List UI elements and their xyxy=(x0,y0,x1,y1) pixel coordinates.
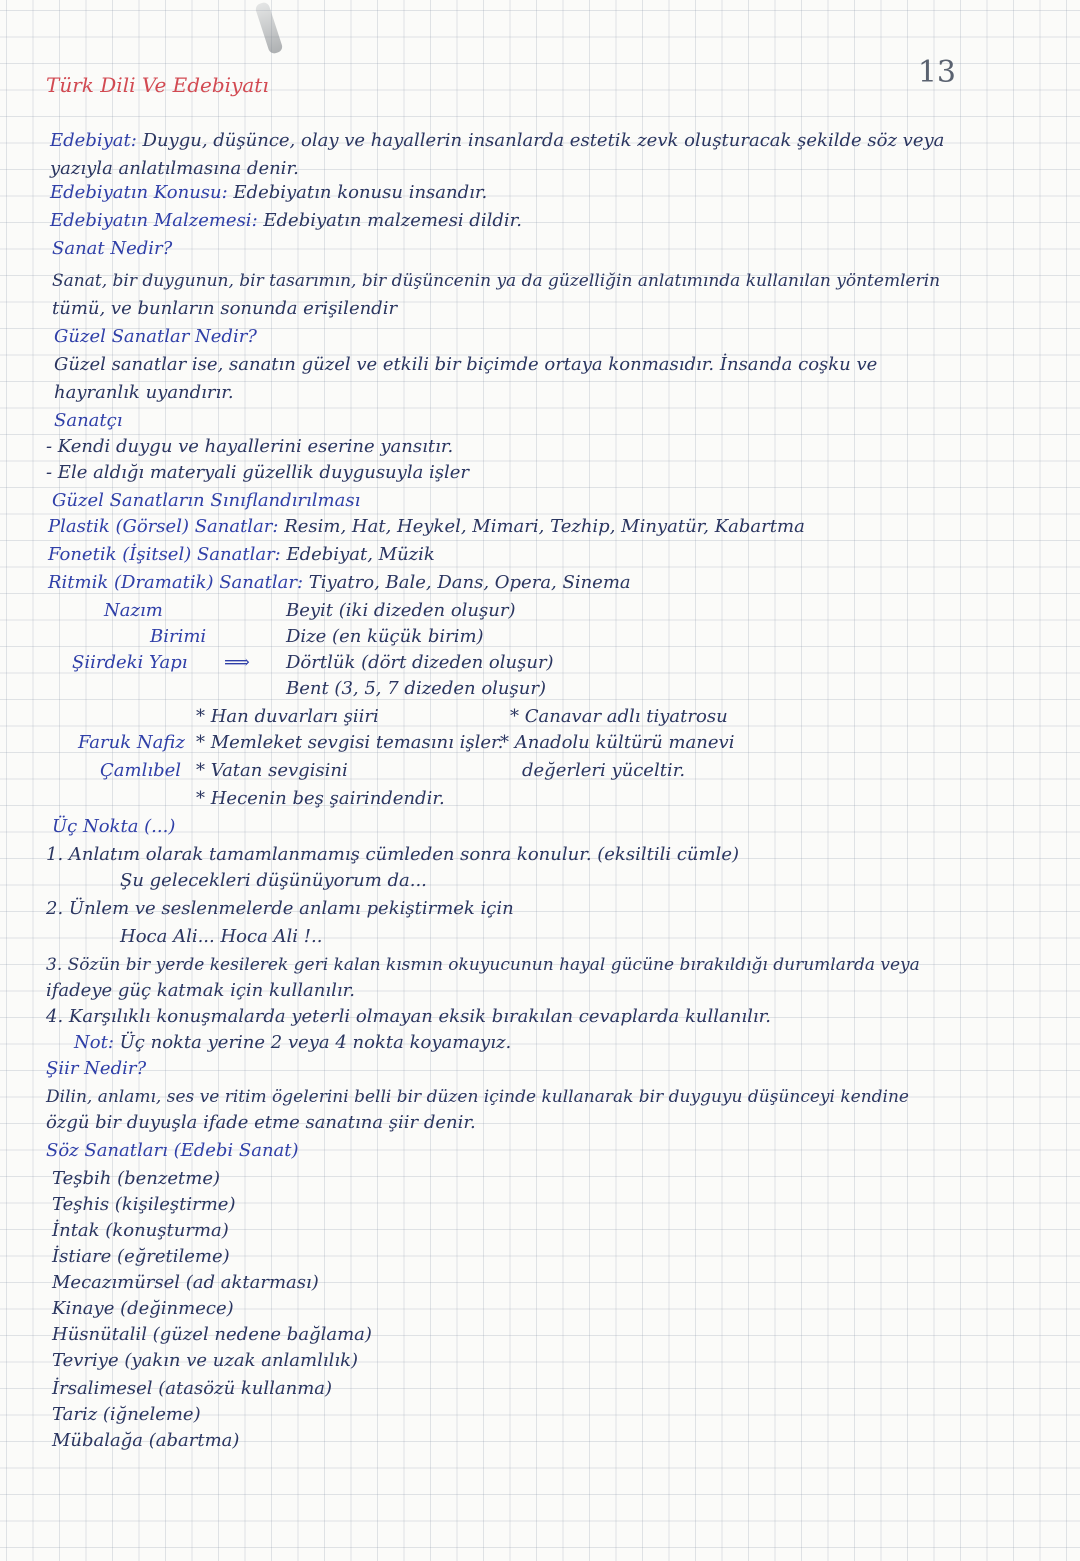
page-title: Türk Dili Ve Edebiyatı xyxy=(46,73,269,97)
uc-nokta-item-3-line-2: ifadeye güç katmak için kullanılır. xyxy=(46,980,355,1001)
soz-sanati-item: Tevriye (yakın ve uzak anlamlılık) xyxy=(52,1350,359,1371)
uc-nokta-note-text: Üç nokta yerine 2 veya 4 nokta koyamayız. xyxy=(119,1032,512,1053)
faruk-nafiz-note-6: değerleri yüceltir. xyxy=(522,760,686,781)
edebiyat-konusu-text: Edebiyatın konusu insandır. xyxy=(233,182,488,203)
sanatci-item-2: - Ele aldığı materyali güzellik duygusuyla işler xyxy=(46,462,470,483)
guzel-sanatlar-line-1: Güzel sanatlar ise, sanatın güzel ve etkili bir biçimde ortaya konmasıdır. İnsanda coşku ve xyxy=(54,354,878,375)
plastik-text: Resim, Hat, Heykel, Mimari, Tezhip, Minyatür, Kabartma xyxy=(284,516,805,537)
edebiyat-definition-line-2: yazıyla anlatılmasına denir. xyxy=(50,158,299,179)
soz-sanati-item: İrsalimesel (atasözü kullanma) xyxy=(52,1378,333,1399)
siir-definition-line-2: özgü bir duyuşla ifade etme sanatına şiir denir. xyxy=(46,1112,476,1133)
uc-nokta-item-3-line-1: 3. Sözün bir yerde kesilerek geri kalan kısmın okuyucunun hayal gücüne bırakıldığı durumlarda veya xyxy=(46,955,920,975)
soz-sanati-item: Tariz (iğneleme) xyxy=(52,1404,201,1425)
uc-nokta-note xyxy=(74,1032,511,1054)
sanatci-heading: Sanatçı xyxy=(54,410,123,431)
ritmik-label: Ritmik (Dramatik) Sanatlar: xyxy=(48,572,304,593)
soz-sanati-item: Mübalağa (abartma) xyxy=(52,1430,240,1451)
siir-nedir-heading: Şiir Nedir? xyxy=(46,1058,147,1079)
soz-sanati-item: Teşhis (kişileştirme) xyxy=(52,1194,236,1215)
ritmik-text: Tiyatro, Bale, Dans, Opera, Sinema xyxy=(308,572,631,593)
dize-item: Dize (en küçük birim) xyxy=(286,626,484,647)
guzel-sanatlar-line-2: hayranlık uyandırır. xyxy=(54,382,234,403)
faruk-nafiz-note-3: * Memleket sevgisi temasını işler. xyxy=(196,732,504,753)
uc-nokta-heading: Üç Nokta (...) xyxy=(52,816,176,837)
plastik-label: Plastik (Görsel) Sanatlar: xyxy=(48,516,279,537)
sanatci-item-1: - Kendi duygu ve hayallerini eserine yansıtır. xyxy=(46,436,454,457)
faruk-nafiz-note-5: * Vatan sevgisini xyxy=(196,760,348,781)
sanat-nedir-heading: Sanat Nedir? xyxy=(52,238,173,259)
siniflandirma-heading: Güzel Sanatların Sınıflandırılması xyxy=(52,490,361,511)
bent-item: Bent (3, 5, 7 dizeden oluşur) xyxy=(286,678,546,699)
birimi-label: Birimi xyxy=(150,626,207,647)
page-number: 13 xyxy=(917,55,956,90)
plastik-sanatlar-line xyxy=(48,516,805,538)
siirdeki-yapi-label: Şiirdeki Yapı xyxy=(72,652,188,673)
nazim-label: Nazım xyxy=(104,600,163,621)
uc-nokta-item-4: 4. Karşılıklı konuşmalarda yeterli olmayan eksik bırakılan cevaplarda kullanılır. xyxy=(46,1006,771,1027)
soz-sanati-item: Hüsnütalil (güzel nedene bağlama) xyxy=(52,1324,372,1345)
siir-definition-line-1: Dilin, anlamı, ses ve ritim ögelerini belli bir düzen içinde kullanarak bir duyguyu düşünceyi kendine xyxy=(46,1087,909,1107)
fonetik-text: Edebiyat, Müzik xyxy=(286,544,435,565)
faruk-nafiz-name: Faruk Nafiz xyxy=(78,732,185,753)
arrow-icon: ⟹ xyxy=(224,652,250,673)
soz-sanatlari-heading: Söz Sanatları (Edebi Sanat) xyxy=(46,1140,299,1161)
soz-sanati-item: Mecazımürsel (ad aktarması) xyxy=(52,1272,319,1293)
edebiyat-konusu-line xyxy=(50,182,487,204)
faruk-nafiz-note-2: * Canavar adlı tiyatrosu xyxy=(510,706,728,727)
edebiyat-malzemesi-text: Edebiyatın malzemesi dildir. xyxy=(263,210,522,231)
faruk-nafiz-note-4: * Anadolu kültürü manevi xyxy=(500,732,735,753)
faruk-nafiz-note-1: * Han duvarları şiiri xyxy=(196,706,379,727)
fonetik-sanatlar-line xyxy=(48,544,435,566)
edebiyat-term: Edebiyat: xyxy=(50,130,137,151)
pen-mark-decoration xyxy=(254,1,283,55)
uc-nokta-item-1: 1. Anlatım olarak tamamlanmamış cümleden sonra konulur. (eksiltili cümle) xyxy=(46,844,739,865)
dortluk-item: Dörtlük (dört dizeden oluşur) xyxy=(286,652,554,673)
edebiyat-malzemesi-label: Edebiyatın Malzemesi: xyxy=(50,210,258,231)
faruk-nafiz-note-7: * Hecenin beş şairindendir. xyxy=(196,788,445,809)
edebiyat-definition-line-1 xyxy=(50,130,944,152)
fonetik-label: Fonetik (İşitsel) Sanatlar: xyxy=(48,544,281,565)
edebiyat-definition-text: Duygu, düşünce, olay ve hayallerin insanlarda estetik zevk oluşturacak şekilde söz veya xyxy=(142,130,945,151)
soz-sanati-item: İstiare (eğretileme) xyxy=(52,1246,230,1267)
soz-sanati-item: Kinaye (değinmece) xyxy=(52,1298,234,1319)
edebiyat-malzemesi-line xyxy=(50,210,522,232)
beyit-item: Beyit (iki dizeden oluşur) xyxy=(286,600,516,621)
ritmik-sanatlar-line xyxy=(48,572,631,594)
soz-sanati-item: İntak (konuşturma) xyxy=(52,1220,229,1241)
faruk-nafiz-surname: Çamlıbel xyxy=(100,760,182,781)
uc-nokta-note-label: Not: xyxy=(74,1032,114,1053)
uc-nokta-example-1: Şu gelecekleri düşünüyorum da... xyxy=(120,870,427,891)
sanat-definition-line-1: Sanat, bir duygunun, bir tasarımın, bir düşüncenin ya da güzelliğin anlatımında kullanılan yöntemlerin xyxy=(52,271,941,291)
uc-nokta-example-2: Hoca Ali... Hoca Ali !.. xyxy=(120,926,323,947)
sanat-definition-line-2: tümü, ve bunların sonunda erişilendir xyxy=(52,298,398,319)
uc-nokta-item-2: 2. Ünlem ve seslenmelerde anlamı pekiştirmek için xyxy=(46,898,514,919)
edebiyat-konusu-label: Edebiyatın Konusu: xyxy=(50,182,228,203)
soz-sanati-item: Teşbih (benzetme) xyxy=(52,1168,220,1189)
guzel-sanatlar-heading: Güzel Sanatlar Nedir? xyxy=(54,326,257,347)
